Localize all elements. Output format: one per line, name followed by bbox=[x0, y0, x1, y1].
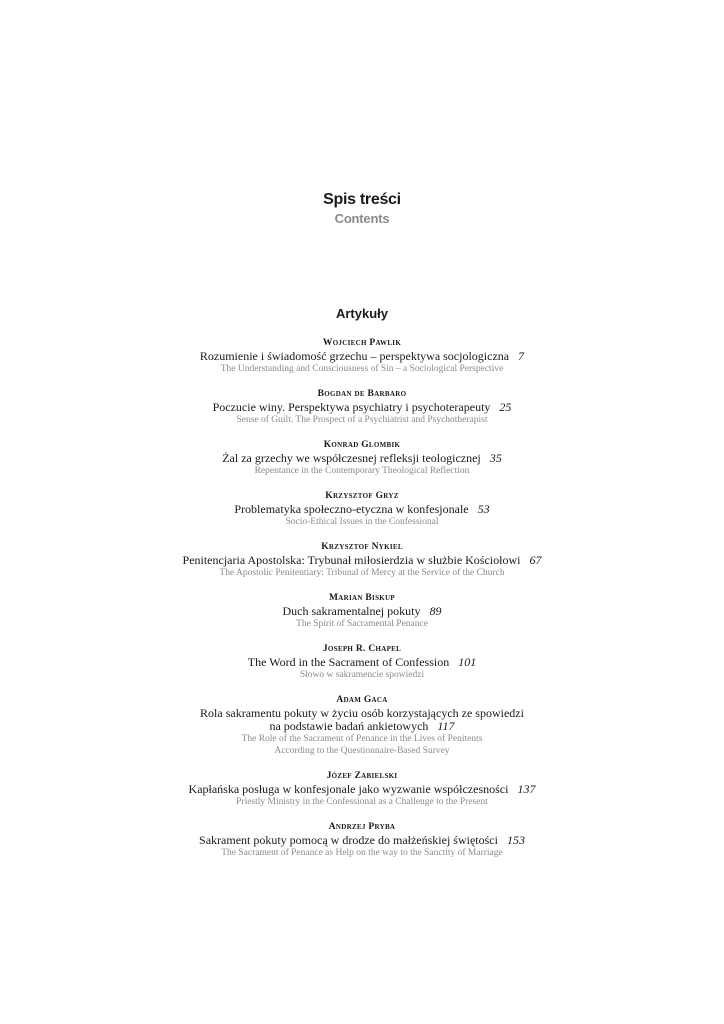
entry-author: Bogdan de Barbaro bbox=[317, 389, 407, 399]
toc-entry bbox=[0, 490, 724, 528]
entry-author: Andrzej Pryba bbox=[328, 822, 396, 832]
toc-entry bbox=[0, 541, 724, 579]
entry-author: Krzysztof Gryz bbox=[325, 491, 399, 501]
entry-title bbox=[0, 452, 724, 465]
entry-title bbox=[0, 720, 724, 733]
entry-page-number: 137 bbox=[517, 782, 536, 796]
entry-title-text: Kapłańska posługa w konfesjonale jako wyzwanie współczesności bbox=[188, 782, 509, 796]
section-title: Artykuły bbox=[335, 306, 389, 321]
entry-title-text: Żal za grzechy we współczesnej refleksji teologicznej bbox=[222, 451, 481, 465]
entry-page-number: 53 bbox=[477, 502, 490, 516]
toc-entry bbox=[0, 694, 724, 757]
entry-page-number: 153 bbox=[506, 833, 525, 847]
entry-author: Marian Biskup bbox=[329, 593, 395, 603]
entry-title-text: Problematyka społeczno-etyczna w konfesjonale bbox=[234, 502, 469, 516]
entry-title-text: The Word in the Sacrament of Confession bbox=[247, 655, 450, 669]
toc-entry bbox=[0, 770, 724, 808]
entry-title-text: na podstawie badań ankietowych bbox=[269, 719, 429, 733]
entry-english-title: Repentance in the Contemporary Theological Reflection bbox=[254, 466, 470, 476]
entry-page-number: 67 bbox=[529, 553, 542, 567]
entry-author: Adam Gaca bbox=[336, 695, 388, 705]
entry-english-title: The Understanding and Consciousness of Sin – a Sociological Perspective bbox=[220, 364, 504, 374]
entry-title bbox=[0, 783, 724, 796]
entry-title-text: Duch sakramentalnej pokuty bbox=[282, 604, 421, 618]
entry-english-title: Priestly Ministry in the Confessional as a Challenge to the Present bbox=[236, 797, 488, 807]
entry-title-text: Poczucie winy. Perspektywa psychiatry i psychoterapeuty bbox=[212, 400, 491, 414]
entry-author: Wojciech Pawlik bbox=[322, 338, 402, 348]
entry-title bbox=[0, 401, 724, 414]
entry-page-number: 25 bbox=[499, 400, 512, 414]
entry-author: Konrad Glombik bbox=[323, 440, 401, 450]
toc-entry bbox=[0, 821, 724, 859]
entry-english-title: The Sacrament of Penance as Help on the way to the Sanctity of Marriage bbox=[221, 848, 503, 858]
entry-page-number: 7 bbox=[518, 349, 525, 363]
entry-title bbox=[0, 834, 724, 847]
entry-author: Józef Zabielski bbox=[326, 771, 398, 781]
entry-english-title: According to the Questionnaire-Based Survey bbox=[274, 746, 450, 756]
toc-entry-list bbox=[0, 337, 724, 872]
entry-english-title: The Apostolic Penitentiary: Tribunal of Mercy at the Service of the Church bbox=[219, 568, 505, 578]
entry-title bbox=[0, 503, 724, 516]
page-subtitle: Contents bbox=[334, 211, 390, 226]
entry-page-number: 117 bbox=[437, 719, 455, 733]
entry-title-text: Penitencjaria Apostolska: Trybunał miłosierdzia w służbie Kościołowi bbox=[182, 553, 521, 567]
entry-page-number: 35 bbox=[489, 451, 502, 465]
entry-english-title: Słowo w sakramencie spowiedzi bbox=[299, 670, 425, 680]
toc-entry bbox=[0, 439, 724, 477]
entry-title-text: Sakrament pokuty pomocą w drodze do małżeńskiej świętości bbox=[199, 833, 498, 847]
toc-entry bbox=[0, 388, 724, 426]
entry-english-title: The Spirit of Sacramental Penance bbox=[296, 619, 428, 629]
entry-title bbox=[0, 656, 724, 669]
entry-title bbox=[0, 554, 724, 567]
contents-heading bbox=[0, 190, 724, 227]
entry-author: Joseph R. Chapel bbox=[322, 644, 402, 654]
entry-english-title: The Role of the Sacrament of Penance in the Lives of Penitents bbox=[241, 734, 483, 744]
entry-page-number: 101 bbox=[458, 655, 477, 669]
toc-entry bbox=[0, 643, 724, 681]
entry-english-title: Socio-Ethical Issues in the Confessional bbox=[285, 517, 439, 527]
entry-title-text: Rola sakramentu pokuty w życiu osób korzystających ze spowiedzi bbox=[200, 706, 524, 720]
entry-title-text: Rozumienie i świadomość grzechu – perspektywa socjologiczna bbox=[199, 349, 510, 363]
page-title: Spis treści bbox=[323, 191, 401, 208]
entry-author: Krzysztof Nykiel bbox=[321, 542, 403, 552]
entry-english-title: Sense of Guilt. The Prospect of a Psychiatrist and Psychotherapist bbox=[236, 415, 488, 425]
entry-title bbox=[0, 350, 724, 363]
toc-entry bbox=[0, 592, 724, 630]
entry-page-number: 89 bbox=[429, 604, 442, 618]
toc-entry bbox=[0, 337, 724, 375]
entry-title bbox=[0, 605, 724, 618]
